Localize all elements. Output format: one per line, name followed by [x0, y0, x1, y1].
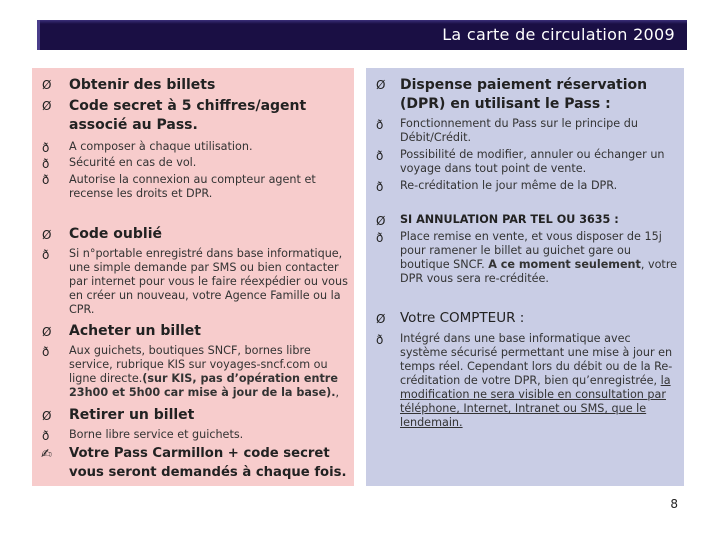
- arrow-bullet-icon: Ø: [42, 228, 52, 242]
- heading-annulation: SI ANNULATION PAR TEL OU 3635 :: [400, 213, 619, 226]
- arrow-right-icon: ð: [376, 180, 384, 194]
- compteur-text: [400, 332, 680, 430]
- acheter-text-main: Aux guichets, boutiques SNCF, bornes libre service, rubrique KIS sur voyages-sncf.com ou ligne directe.: [69, 344, 328, 385]
- heading-code-secret: Code secret à 5 chiffres/agent associé au Pass.: [69, 98, 307, 133]
- arrow-right-icon: ð: [42, 345, 50, 359]
- arrow-right-icon: ð: [42, 157, 50, 171]
- acheter-text-comma: ,: [335, 386, 340, 399]
- arrow-bullet-icon: Ø: [42, 99, 52, 113]
- arrow-right-icon: ð: [376, 231, 384, 245]
- arrow-bullet-icon: Ø: [42, 78, 52, 92]
- pen-icon: ✍: [41, 447, 52, 462]
- title-bar-shine: [40, 20, 687, 24]
- heading-retirer: Retirer un billet: [69, 407, 195, 423]
- arrow-right-icon: ð: [42, 173, 50, 187]
- acheter-text-note: (sur KIS, pas d’opération entre 23h00 et 5h00 car mise à jour de la base).: [69, 372, 338, 399]
- compteur-text-underlined: la modification ne sera visible en consultation par téléphone, Internet, Intranet ou SMS, que le lendemain.: [400, 374, 671, 429]
- code-secret-item: Sécurité en cas de vol.: [69, 156, 197, 169]
- annulation-text-end: , votre DPR vous sera re-créditée.: [400, 258, 678, 285]
- arrow-bullet-icon: Ø: [376, 214, 386, 228]
- acheter-text: [69, 344, 341, 400]
- arrow-bullet-icon: Ø: [42, 325, 52, 339]
- heading-obtenir: Obtenir des billets: [69, 77, 216, 93]
- page-number: 8: [670, 497, 678, 511]
- heading-dispense: Dispense paiement réservation (DPR) en utilisant le Pass :: [400, 77, 648, 112]
- arrow-right-icon: ð: [42, 248, 50, 262]
- heading-compteur: Votre COMPTEUR :: [400, 310, 525, 326]
- heading-code-oublie: Code oublié: [69, 226, 162, 242]
- annulation-text: [400, 230, 678, 286]
- arrow-bullet-icon: Ø: [376, 312, 386, 326]
- annulation-text-emphasis: A ce moment seulement: [488, 258, 641, 271]
- compteur-text-main: Intégré dans une base informatique avec système sécurisé permettant une mise à jour en temps réel. Cependant lors du débit ou de la Re-créditation de votre DPR, bien qu’enregistrée,: [400, 332, 673, 387]
- arrow-right-icon: ð: [42, 141, 50, 155]
- annulation-text-main: Place remise en vente, et vous disposer de 15j pour ramener le billet au guichet gare ou boutique SNCF.: [400, 230, 662, 271]
- title-bar: [37, 20, 687, 50]
- retirer-text: Borne libre service et guichets.: [69, 428, 244, 441]
- arrow-bullet-icon: Ø: [42, 409, 52, 423]
- code-secret-item: A composer à chaque utilisation.: [69, 140, 253, 153]
- arrow-right-icon: ð: [42, 429, 50, 443]
- code-oublie-text: Si n°portable enregistré dans base informatique, une simple demande par SMS ou bien contacter par internet pour vous le faire réexpédier ou vous en créer un nouveau, votre Agence Famille ou la CPR.: [69, 247, 348, 316]
- dispense-item: Re-créditation le jour même de la DPR.: [400, 179, 618, 192]
- arrow-right-icon: ð: [376, 118, 384, 132]
- arrow-right-icon: ð: [376, 333, 384, 347]
- dispense-item: Fonctionnement du Pass sur le principe du Débit/Crédit.: [400, 117, 638, 144]
- final-text: Votre Pass Carmillon + code secret vous seront demandés à chaque fois.: [69, 446, 347, 480]
- arrow-right-icon: ð: [376, 149, 384, 163]
- code-secret-item: Autorise la connexion au compteur agent et recense les droits et DPR.: [69, 173, 316, 200]
- dispense-item: Possibilité de modifier, annuler ou échanger un voyage dans tout point de vente.: [400, 148, 665, 175]
- heading-acheter: Acheter un billet: [69, 323, 201, 339]
- arrow-bullet-icon: Ø: [376, 78, 386, 92]
- slide-title: La carte de circulation 2009: [442, 25, 675, 44]
